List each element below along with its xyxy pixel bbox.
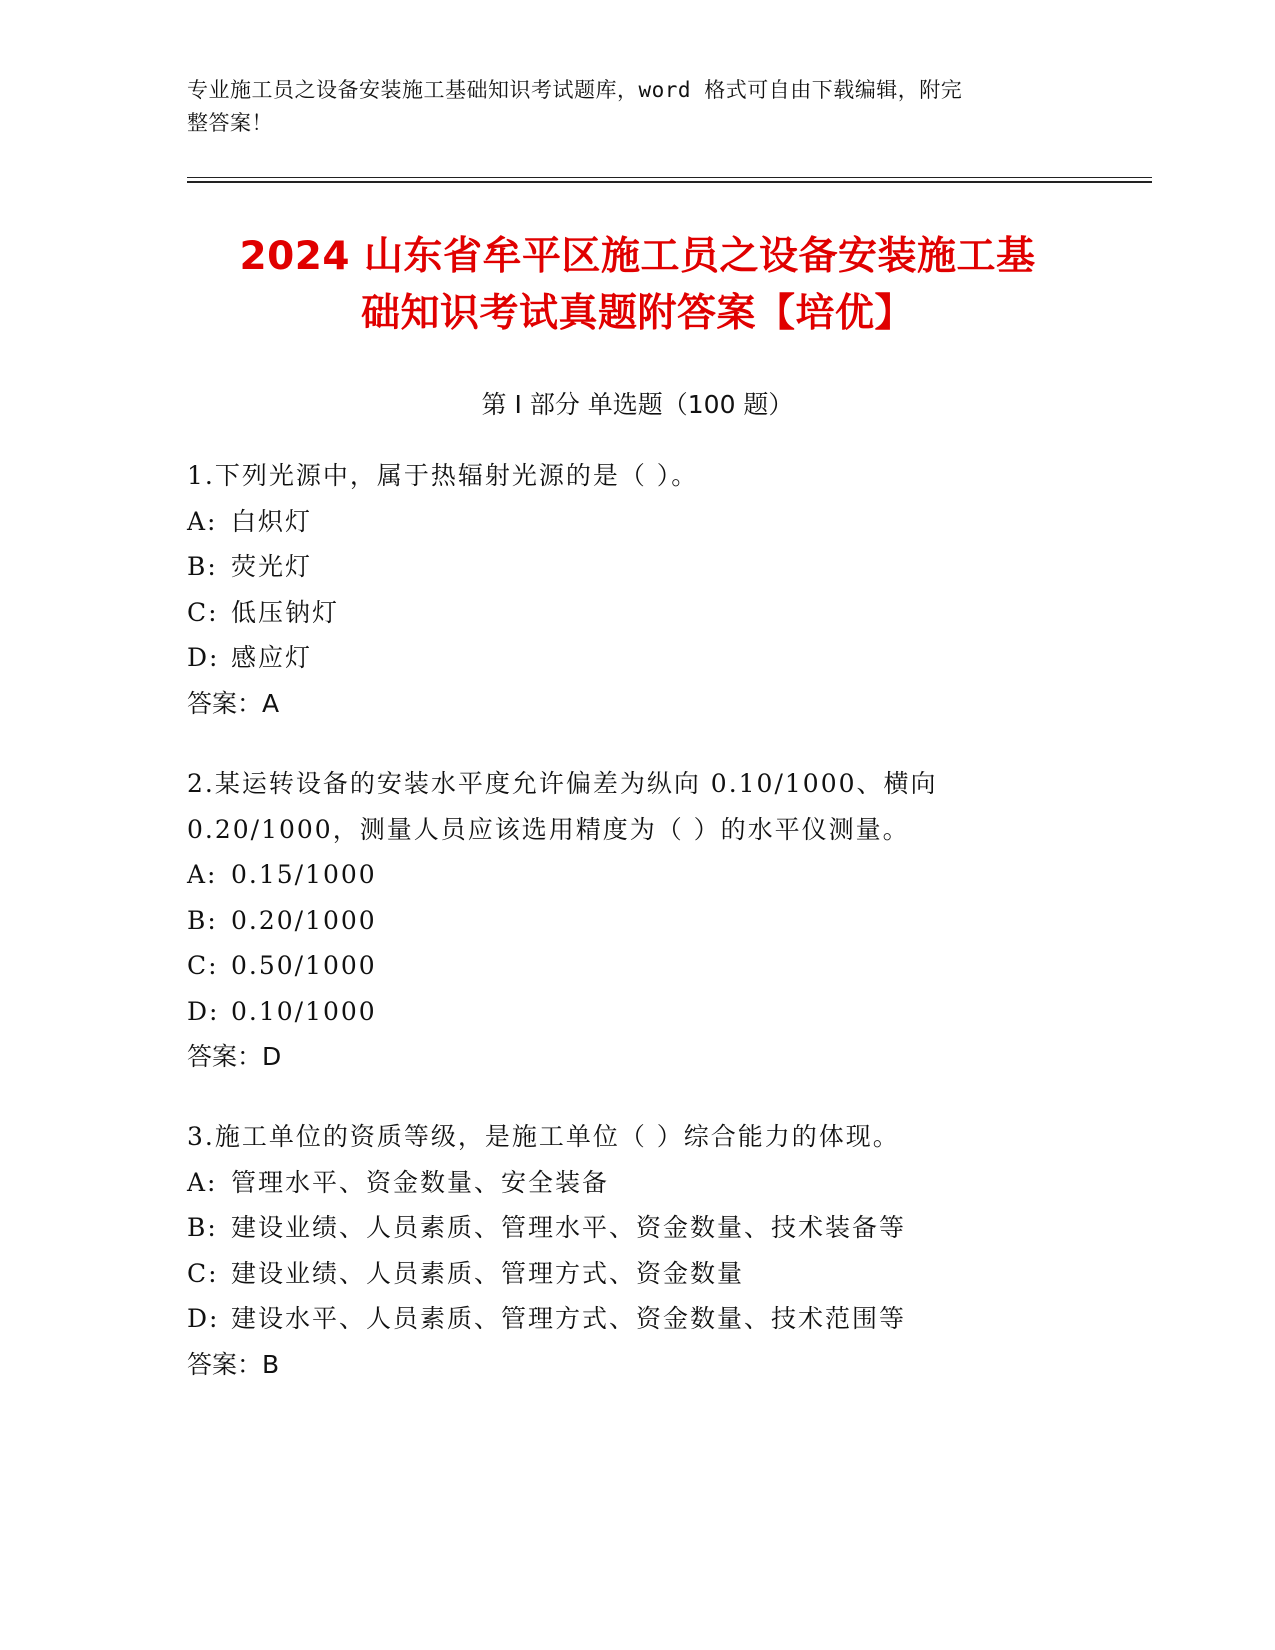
option-key: B: [187, 905, 218, 935]
option-b [187, 898, 1187, 944]
header-note-line: 专业施工员之设备安装施工基础知识考试题库，word 格式可自由下载编辑，附完 [187, 78, 963, 102]
option-key: A: [187, 860, 218, 889]
answer-text: 答案：B [187, 1349, 280, 1379]
option-text: 建设业绩、人员素质、管理方式、资金数量 [231, 1258, 745, 1288]
option-text: 0.10/1000 [231, 996, 377, 1026]
document-title [160, 228, 1115, 342]
option-c [187, 1251, 1187, 1297]
question-stem: 0.20/1000，测量人员应该选用精度为（ ）的水平仪测量。 [187, 814, 910, 844]
option-text: 荧光灯 [231, 552, 313, 581]
option-a [187, 1160, 1187, 1206]
option-key: B: [187, 1213, 218, 1242]
answer-text: 答案：D [187, 1042, 282, 1071]
option-b [187, 544, 1187, 590]
option-c [187, 943, 1187, 989]
option-b [187, 1205, 1187, 1251]
option-key: D: [187, 996, 220, 1026]
option-text: 0.20/1000 [231, 905, 377, 935]
question-2 [187, 761, 1187, 1080]
question-3 [187, 1114, 1187, 1387]
question-stem: 3.施工单位的资质等级，是施工单位（ ）综合能力的体现。 [187, 1122, 900, 1151]
option-key: C: [187, 597, 219, 627]
option-text: 建设业绩、人员素质、管理水平、资金数量、技术装备等 [231, 1213, 907, 1242]
section-title: 第 I 部分 单选题（100 题） [481, 390, 794, 419]
option-key: D: [187, 1304, 220, 1333]
option-key: A: [187, 1167, 218, 1197]
option-d [187, 1296, 1187, 1342]
option-text: 感应灯 [231, 643, 313, 672]
question-stem: 2.某运转设备的安装水平度允许偏差为纵向 0.10/1000、横向 [187, 769, 938, 798]
option-a [187, 852, 1187, 898]
option-text: 白炽灯 [231, 506, 313, 536]
option-key: B: [187, 552, 218, 581]
answer-text: 答案：A [187, 688, 280, 718]
option-key: A: [187, 506, 218, 536]
option-text: 0.15/1000 [231, 860, 377, 889]
document-title-line: 础知识考试真题附答案【培优】 [360, 291, 914, 336]
option-c [187, 590, 1187, 636]
question-1 [187, 453, 1187, 726]
header-note-line: 整答案！ [187, 111, 273, 135]
option-d [187, 635, 1187, 681]
header-note [187, 74, 1067, 140]
option-key: D: [187, 643, 220, 672]
option-text: 低压钠灯 [231, 597, 340, 627]
header-divider [187, 181, 1152, 183]
option-a [187, 499, 1187, 545]
option-key: C: [187, 1258, 219, 1288]
option-text: 建设水平、人员素质、管理方式、资金数量、技术范围等 [231, 1304, 907, 1333]
option-key: C: [187, 951, 219, 980]
option-text: 管理水平、资金数量、安全装备 [231, 1167, 610, 1197]
document-title-line: 2024 山东省牟平区施工员之设备安装施工基 [239, 234, 1036, 279]
option-d [187, 989, 1187, 1035]
header-divider [187, 177, 1152, 178]
question-stem: 1.下列光源中，属于热辐射光源的是（ ）。 [187, 461, 699, 490]
option-text: 0.50/1000 [231, 951, 377, 980]
